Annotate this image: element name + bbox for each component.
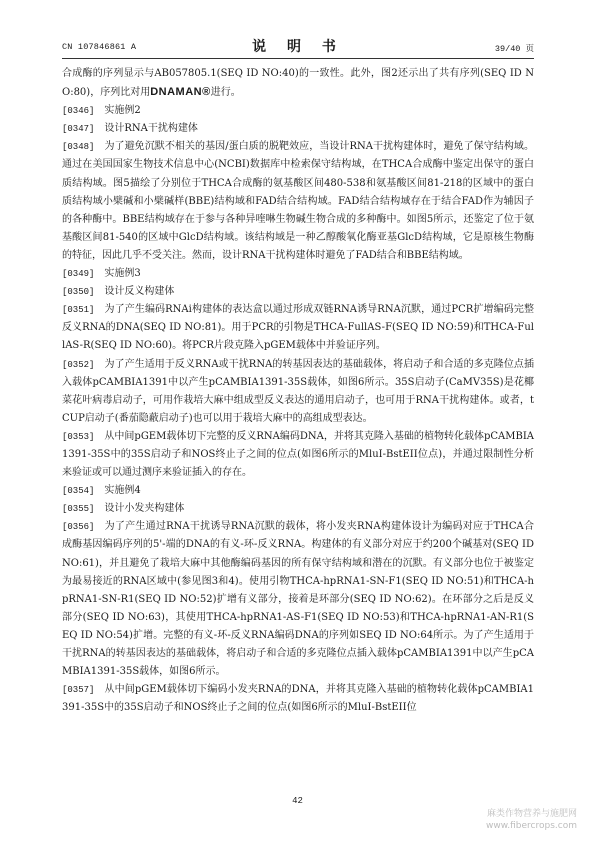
- page-indicator: 39/40 页: [494, 44, 534, 54]
- paragraph-number: [0348]: [62, 142, 95, 153]
- page-header: [62, 36, 534, 56]
- paragraph-number: [0351]: [62, 305, 95, 316]
- paragraph-number: [0356]: [62, 522, 95, 533]
- page-number: 42: [292, 796, 303, 806]
- paragraph-text: 为了产生编码RNAi构建体的表达盒以通过形成双链RNA诱导RNA沉默，通过PCR扩增编码完整反义RNA的DNA(SEQ ID NO:81)。用于PCR的引物是THCA-FullAS-F(SEQ ID NO:59)和THCA-FullAS-R(SEQ ID NO:60)。将PCR片段克隆入pGEM载体中并验证序列。: [62, 304, 534, 352]
- paragraph-text: 为了产生通过RNA干扰诱导RNA沉默的载体，将小发夹RNA构建体设计为编码对应于THCA合成酶基因编码序列的5'-端的DNA的有义-环-反义RNA。构建体的有义部分对应于约200个碱基对(SEQ ID NO:61)，并且避免了栽培大麻中其他酶编码基因的所有保守结构域和潜在的沉默。有义部分也位于被鉴定为最易接近的RNA区域中(参见图3和4)。使用引物THCA-hpRNA1-SN-F1(SEQ ID NO:51)和THCA-hpRNA1-SN-R1(SEQ ID NO:52)扩增有义部分，接着是环部分(SEQ ID NO:62)。在环部分之后是反义部分(SEQ ID NO:63)，其使用THCA-hpRNA1-AS-F1(SEQ ID NO:53)和THCA-hpRNA1-AN-R1(SEQ ID NO:54)扩增。完整的有义-环-反义RNA编码DNA的序列如SEQ ID NO:64所示。为了产生适用于干扰RNA的转基因表达的基础载体，将启动子和合适的多克隆位点插入载体pCAMBIA1391中以产生pCAMBIA1391-35S载体，如图6所示。: [62, 521, 534, 678]
- publication-number: CN 107846861 A: [62, 42, 137, 52]
- section-heading: 实施例4: [104, 485, 141, 497]
- watermark-site-name: 麻类作物营养与施肥网: [486, 809, 577, 819]
- paragraph: [62, 102, 534, 120]
- section-heading: 设计小发夹构建体: [104, 503, 185, 515]
- paragraph: [62, 138, 534, 265]
- section-heading: 实施例3: [104, 268, 141, 280]
- paragraph-text: 合成酶的序列显示与AB057805.1(SEQ ID NO:40)的一致性。此外，图2还示出了共有序列(SEQ ID NO:80)，序列比对用: [62, 68, 534, 99]
- paragraph-text: 为了产生适用于反义RNA或干扰RNA的转基因表达的基础载体，将启动子和合适的多克隆位点插入载体pCAMBIA1391中以产生pCAMBIA1391-35S载体，如图6所示。35S启动子(CaMV35S)是花椰菜花叶病毒启动子，可用作栽培大麻中组成型反义表达的通用启动子，也可用于RNA干扰构建体。或者，tCUP启动子(番茄隐蔽启动子)也可以用于栽培大麻中的高组成型表达。: [62, 358, 534, 424]
- paragraph-number: [0354]: [62, 486, 95, 497]
- paragraph: [62, 518, 534, 681]
- paragraph: [62, 301, 534, 355]
- paragraph: [62, 428, 534, 482]
- section-heading: 设计反义构建体: [104, 286, 175, 298]
- paragraph: [62, 500, 534, 518]
- paragraph-number: [0357]: [62, 685, 95, 696]
- section-heading: 设计RNA干扰构建体: [104, 123, 198, 135]
- paragraph-number: [0355]: [62, 504, 95, 515]
- paragraph: [62, 120, 534, 138]
- header-rule: [62, 58, 534, 59]
- paragraph: [62, 681, 534, 717]
- paragraph: [62, 265, 534, 283]
- paragraph-number: [0350]: [62, 287, 95, 298]
- paragraph-text: 为了避免沉默不相关的基因/蛋白质的脱靶效应，当设计RNA干扰构建体时，避免了保守结构域。通过在美国国家生物技术信息中心(NCBI)数据库中检索保守结构域，在THCA合成酶中鉴定出保守的蛋白质结构域。图5描绘了分别位于THCA合成酶的氨基酸区间480-538和氨基酸区间81-218的区域中的蛋白质结构域小檗碱和小檗碱样(BBE)结构域和FAD结合结构域。FAD结合结构域存在于结合FAD作为辅因子的各种酶中。BBE结构域存在于参与各种异喹啉生物碱生物合成的多种酶中。如图5所示，还鉴定了位于氨基酸区间81-540的区域中GlcD结构域。该结构域是一种乙醇酸氧化酶亚基GlcD结构域，它是原核生物酶的特征，因此几乎不受关注。然而，设计RNA干扰构建体时避免了FAD结合和BBE结构域。: [62, 141, 534, 261]
- document-title: 说 明 书: [252, 39, 344, 55]
- paragraph: [62, 482, 534, 500]
- paragraph: [62, 356, 534, 428]
- paragraph-number: [0353]: [62, 431, 95, 442]
- dnaman-trademark: DNAMAN®: [150, 86, 211, 99]
- paragraph-number: [0352]: [62, 359, 95, 370]
- paragraph: [62, 283, 534, 301]
- watermark-url: www.fibercrops.com: [486, 821, 577, 831]
- paragraph-text: 从中间pGEM载体切下完整的反义RNA编码DNA，并将其克隆入基础的植物转化载体pCAMBIA1391-35S中的35S启动子和NOS终止子之间的位点(如图6所示的MluI-BstEII位点)，并通过限制性分析来验证或可以通过测序来验证插入的存在。: [62, 430, 534, 479]
- paragraph-number: [0346]: [62, 106, 95, 117]
- paragraph-number: [0347]: [62, 124, 95, 135]
- section-heading: 实施例2: [104, 105, 141, 117]
- document-body: [62, 65, 534, 717]
- paragraph: [62, 65, 534, 102]
- paragraph-number: [0349]: [62, 269, 95, 280]
- watermark: [437, 808, 577, 832]
- paragraph-text-end: 进行。: [210, 87, 241, 99]
- paragraph-text: 从中间pGEM载体切下编码小发夹RNA的DNA，并将其克隆入基础的植物转化载体pCAMBIA1391-35S中的35S启动子和NOS终止子之间的位点(如图6所示的MluI-BstEII位: [62, 684, 534, 714]
